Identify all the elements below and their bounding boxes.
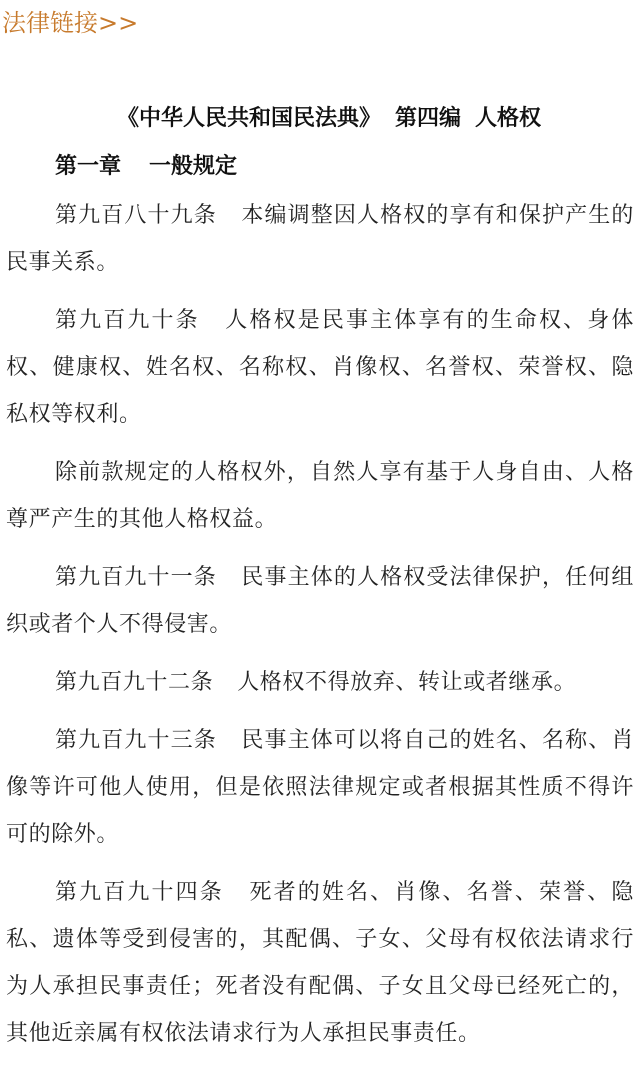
- article-list: [6, 192, 634, 1068]
- article-991: [6, 554, 634, 648]
- article-994: [6, 869, 634, 1057]
- document-title: [117, 102, 541, 134]
- article-989: [6, 192, 634, 286]
- legal-link[interactable]: 法律链接>>: [2, 9, 139, 37]
- article-text: 人格权是民事主体享有的生命权、身体权、健康权、姓名权、名称权、肖像权、名誉权、荣誉权、隐私权等权利。: [6, 308, 634, 427]
- part-name: 人格权: [475, 105, 542, 131]
- article-text: 民事主体可以将自己的姓名、名称、肖像等许可他人使用，但是依照法律规定或者根据其性质不得许可的除外。: [6, 728, 634, 847]
- article-number: 第九百九十三条: [55, 728, 217, 753]
- article-number: 第九百八十九条: [55, 203, 217, 228]
- code-name: 《中华人民共和国民法典》: [117, 105, 382, 131]
- article-990-paragraph-2: [6, 449, 634, 543]
- article-number: 第九百九十一条: [55, 565, 217, 590]
- chapter-heading: [55, 150, 237, 182]
- article-number: 第九百九十条: [55, 308, 200, 333]
- article-text: 除前款规定的人格权外，自然人享有基于人身自由、人格尊严产生的其他人格权益。: [6, 460, 634, 532]
- article-text: 民事主体的人格权受法律保护，任何组织或者个人不得侵害。: [6, 565, 634, 637]
- article-text: 本编调整因人格权的享有和保护产生的民事关系。: [6, 203, 634, 275]
- article-number: 第九百九十二条: [55, 670, 214, 695]
- article-text: 人格权不得放弃、转让或者继承。: [237, 670, 577, 695]
- chapter-number: 第一章: [55, 153, 122, 179]
- article-990: [6, 297, 634, 438]
- chapter-name: 一般规定: [149, 153, 238, 179]
- article-993: [6, 717, 634, 858]
- article-number: 第九百九十四条: [55, 880, 224, 905]
- book-number: 第四编: [395, 105, 462, 131]
- article-992: [6, 659, 634, 706]
- article-text: 死者的姓名、肖像、名誉、荣誉、隐私、遗体等受到侵害的，其配偶、子女、父母有权依法请求行为人承担民事责任；死者没有配偶、子女且父母已经死亡的，其他近亲属有权依法请求行为人承担民事责任。: [6, 880, 635, 1046]
